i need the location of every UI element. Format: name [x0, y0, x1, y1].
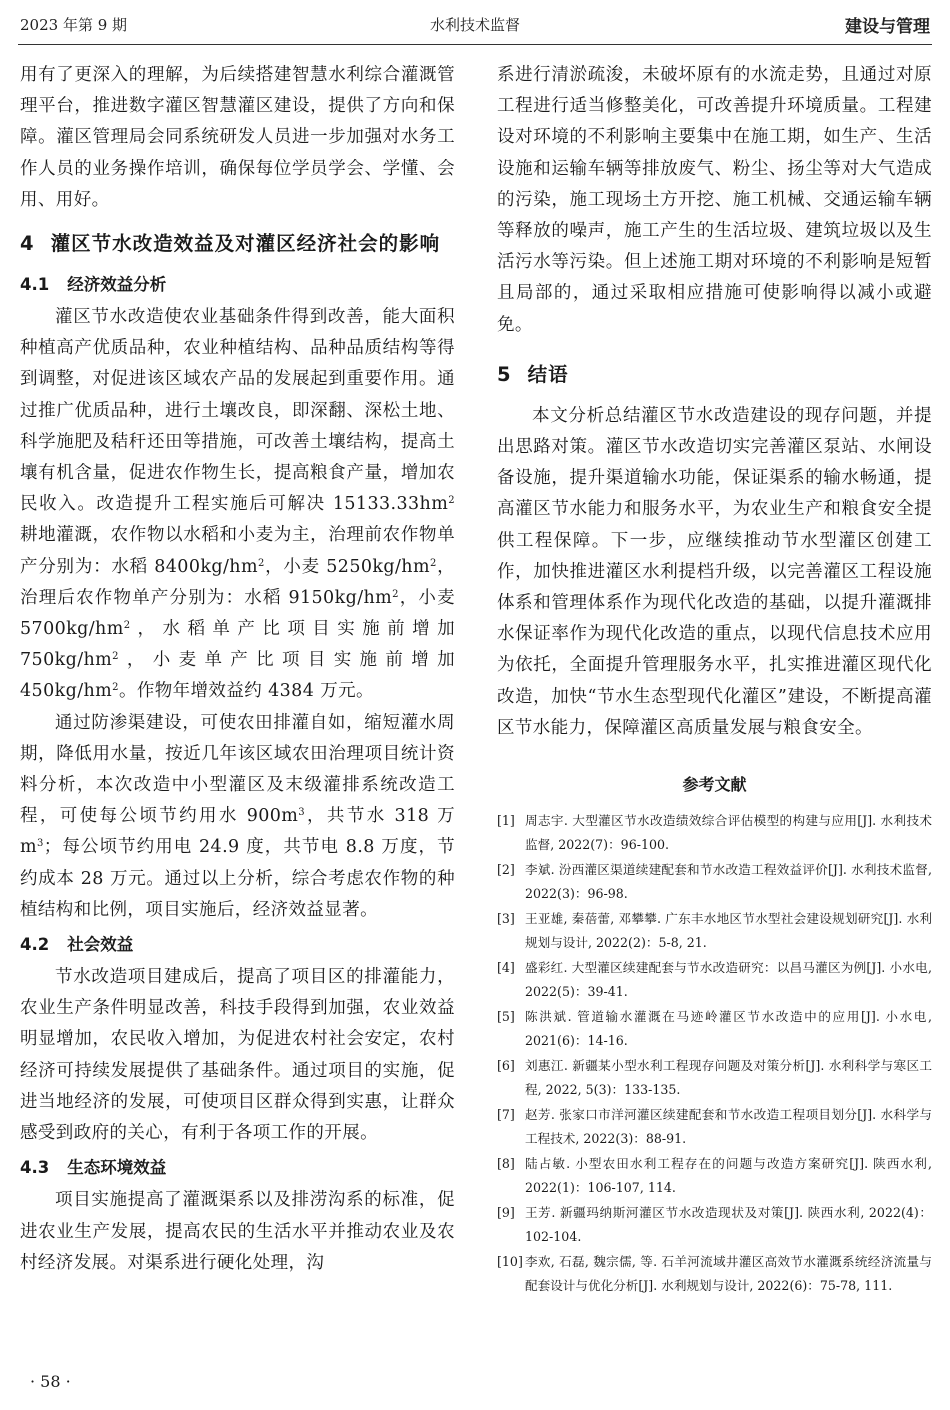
reference-item [497, 1054, 932, 1101]
reference-item [497, 858, 932, 905]
paragraph-ecology-continued: 系进行清淤疏浚，未破坏原有的水流走势，且通过对原工程进行适当修整美化，可改善提升环境质量。工程建设对环境的不利影响主要集中在施工期，如生产、生活设施和运输车辆等排放废气、粉尘、扬尘等对大气造成的污染，施工现场土方开挖、施工机械、交通运输车辆等释放的噪声，施工产生的生活垃圾、建筑垃圾以及生活污水等污染。但上述施工期对环境的不利影响是短暂且局部的，通过采取相应措施可使影响得以减小或避免。 [497, 65, 932, 335]
header-issue: 2023 年第 9 期 [20, 16, 128, 34]
reference-item [497, 809, 932, 856]
reference-number: [1] [497, 813, 515, 829]
reference-number: [4] [497, 960, 515, 976]
header-journal: 水利技术监督 [429, 16, 520, 34]
reference-text: 陈洪斌. 管道输水灌溉在马迹岭灌区节水改造中的应用[J]. 小水电, 2021(6)：14-16. [525, 1009, 932, 1048]
reference-text: 李斌. 汾西灌区渠道续建配套和节水改造工程效益评价[J]. 水利技术监督, 2022(3)：96-98. [525, 862, 932, 901]
section-4-1-heading [20, 270, 455, 300]
reference-number: [8] [497, 1156, 515, 1172]
section-number: 4.2 [20, 935, 50, 955]
reference-text: 赵芳. 张家口市洋河灌区续建配套和节水改造工程项目划分[J]. 水科学与工程技术, 2022(3)：88-91. [525, 1107, 932, 1146]
reference-number: [7] [497, 1107, 515, 1123]
reference-number: [9] [497, 1205, 515, 1221]
paragraph-social: 节水改造项目建成后，提高了项目区的排灌能力，农业生产条件明显改善，科技手段得到加强，农业效益明显增加，农民收入增加，为促进农村社会安定，农村经济可持续发展提供了基础条件。通过项目的实施，促进当地经济的发展，可使项目区群众得到实惠，让群众感受到政府的关心，有利于各项工作的开展。 [20, 967, 455, 1144]
reference-item [497, 956, 932, 1003]
section-number: 5 [497, 362, 512, 386]
section-4-heading [20, 228, 455, 260]
section-5-heading [497, 359, 932, 391]
section-title: 生态环境效益 [67, 1158, 167, 1178]
reference-text: 王亚雄, 秦蓓蕾, 邓攀攀. 广东丰水地区节水型社会建设规划研究[J]. 水利规划与设计, 2022(2)：5-8, 21. [525, 911, 932, 950]
section-title: 灌区节水改造效益及对灌区经济社会的影响 [50, 232, 441, 256]
reference-number: [3] [497, 911, 515, 927]
reference-text: 刘惠江. 新疆某小型水利工程现存问题及对策分析[J]. 水利科学与寒区工程, 2022, 5(3)：133-135. [525, 1058, 932, 1097]
reference-number: [10] [497, 1254, 523, 1270]
reference-number: [6] [497, 1058, 515, 1074]
paragraph-ecology: 项目实施提高了灌溉渠系以及排涝沟系的标准，促进农业生产发展，提高农民的生活水平并推动农业及农村经济发展。对渠系进行硬化处理，沟 [20, 1190, 455, 1273]
paragraph-economic-2: 通过防渗渠建设，可使农田排灌自如，缩短灌水周期，降低用水量，按近几年该区域农田治理项目统计资料分析，本次改造中小型灌区及末级灌排系统改造工程，可使每公顷节约用水 $900m^3$，共节水 318 万 $m^3$；每公顷节约用电 24.9 度，共节电 8.8 万度，节约成本 28 万元。通过以上分析，综合考虑农作物的种植结构和比例，项目实施后，经济效益显著。 [20, 712, 455, 920]
reference-item [497, 1152, 932, 1199]
left-column [20, 60, 455, 1279]
references-title: 参考文献 [682, 775, 747, 795]
header-rule [18, 44, 932, 45]
reference-number: [2] [497, 862, 515, 878]
section-number: 4 [20, 232, 35, 256]
reference-text: 王芳. 新疆玛纳斯河灌区节水改造现状及对策[J]. 陕西水利, 2022(4)：102-104. [525, 1205, 932, 1244]
header-section: 建设与管理 [845, 17, 930, 37]
section-title: 社会效益 [67, 935, 134, 955]
reference-item [497, 1005, 932, 1052]
reference-item [497, 907, 932, 954]
reference-list [497, 809, 932, 1297]
paragraph-economic-1: 灌区节水改造使农业基础条件得到改善，能大面积种植高产优质品种，农业种植结构、品种品质结构等得到调整，对促进该区域农产品的发展起到重要作用。通过推广优质品种，进行土壤改良，即深翻、深松土地、科学施肥及秸秆还田等措施，可改善土壤结构，提高土壤有机含量，促进农作物生长，提高粮食产量，增加农民收入。改造提升工程实施后可解决 $15133.33hm^2$ 耕地灌溉，农作物以水稻和小麦为主，治理前农作物单产分别为：水稻 $8400kg/hm^2$，小麦 $5250kg/hm^2$，治理后农作物单产分别为：水稻 $9150kg/hm^2$，小麦 $5700kg/hm^2$，水稻单产比项目实施前增加 $750kg/hm^2$，小麦单产比项目实施前增加 $450kg/hm^2$。作物年增效益约 4384 万元。 [20, 307, 455, 702]
right-column [497, 60, 932, 1299]
page-number: · 58 · [30, 1372, 71, 1391]
section-4-2-heading [20, 930, 455, 960]
reference-item [497, 1201, 932, 1248]
reference-number: [5] [497, 1009, 515, 1025]
reference-text: 周志宇. 大型灌区节水改造绩效综合评估模型的构建与应用[J]. 水利技术监督, 2022(7)：96-100. [525, 813, 932, 852]
section-title: 经济效益分析 [67, 275, 167, 295]
section-title: 结语 [527, 362, 569, 386]
reference-text: 陆占敏. 小型农田水利工程存在的问题与改造方案研究[J]. 陕西水利, 2022(1)：106-107, 114. [525, 1156, 932, 1195]
reference-item [497, 1250, 932, 1297]
paragraph-intro: 用有了更深入的理解，为后续搭建智慧水利综合灌溉管理平台，推进数字灌区智慧灌区建设，提供了方向和保障。灌区管理局会同系统研发人员进一步加强对水务工作人员的业务操作培训，确保每位学员学会、学懂、会用、用好。 [20, 65, 455, 210]
paragraph-conclusion: 本文分析总结灌区节水改造建设的现存问题，并提出思路对策。灌区节水改造切实完善灌区泵站、水闸设备设施，提升渠道输水功能，保证渠系的输水畅通，提高灌区节水能力和服务水平，为农业生产和粮食安全提供工程保障。下一步，应继续推动节水型灌区创建工作，加快推进灌区水利提档升级，以完善灌区工程设施体系和管理体系作为现代化改造的基础，以提升灌溉排水保证率作为现代化改造的重点，以现代信息技术应用为依托，全面提升管理服务水平，扎实推进灌区现代化改造，加快“节水生态型现代化灌区”建设，不断提高灌区节水能力，保障灌区高质量发展与粮食安全。 [497, 405, 932, 738]
reference-item [497, 1103, 932, 1150]
reference-text: 李欢, 石磊, 魏宗儒, 等. 石羊河流域井灌区高效节水灌溉系统经济流量与配套设计与优化分析[J]. 水利规划与设计, 2022(6)：75-78, 111. [525, 1254, 932, 1293]
section-number: 4.3 [20, 1158, 50, 1178]
section-number: 4.1 [20, 275, 50, 295]
section-4-3-heading [20, 1153, 455, 1183]
reference-text: 盛彩红. 大型灌区续建配套与节水改造研究：以昌马灌区为例[J]. 小水电, 2022(5)：39-41. [525, 960, 932, 999]
